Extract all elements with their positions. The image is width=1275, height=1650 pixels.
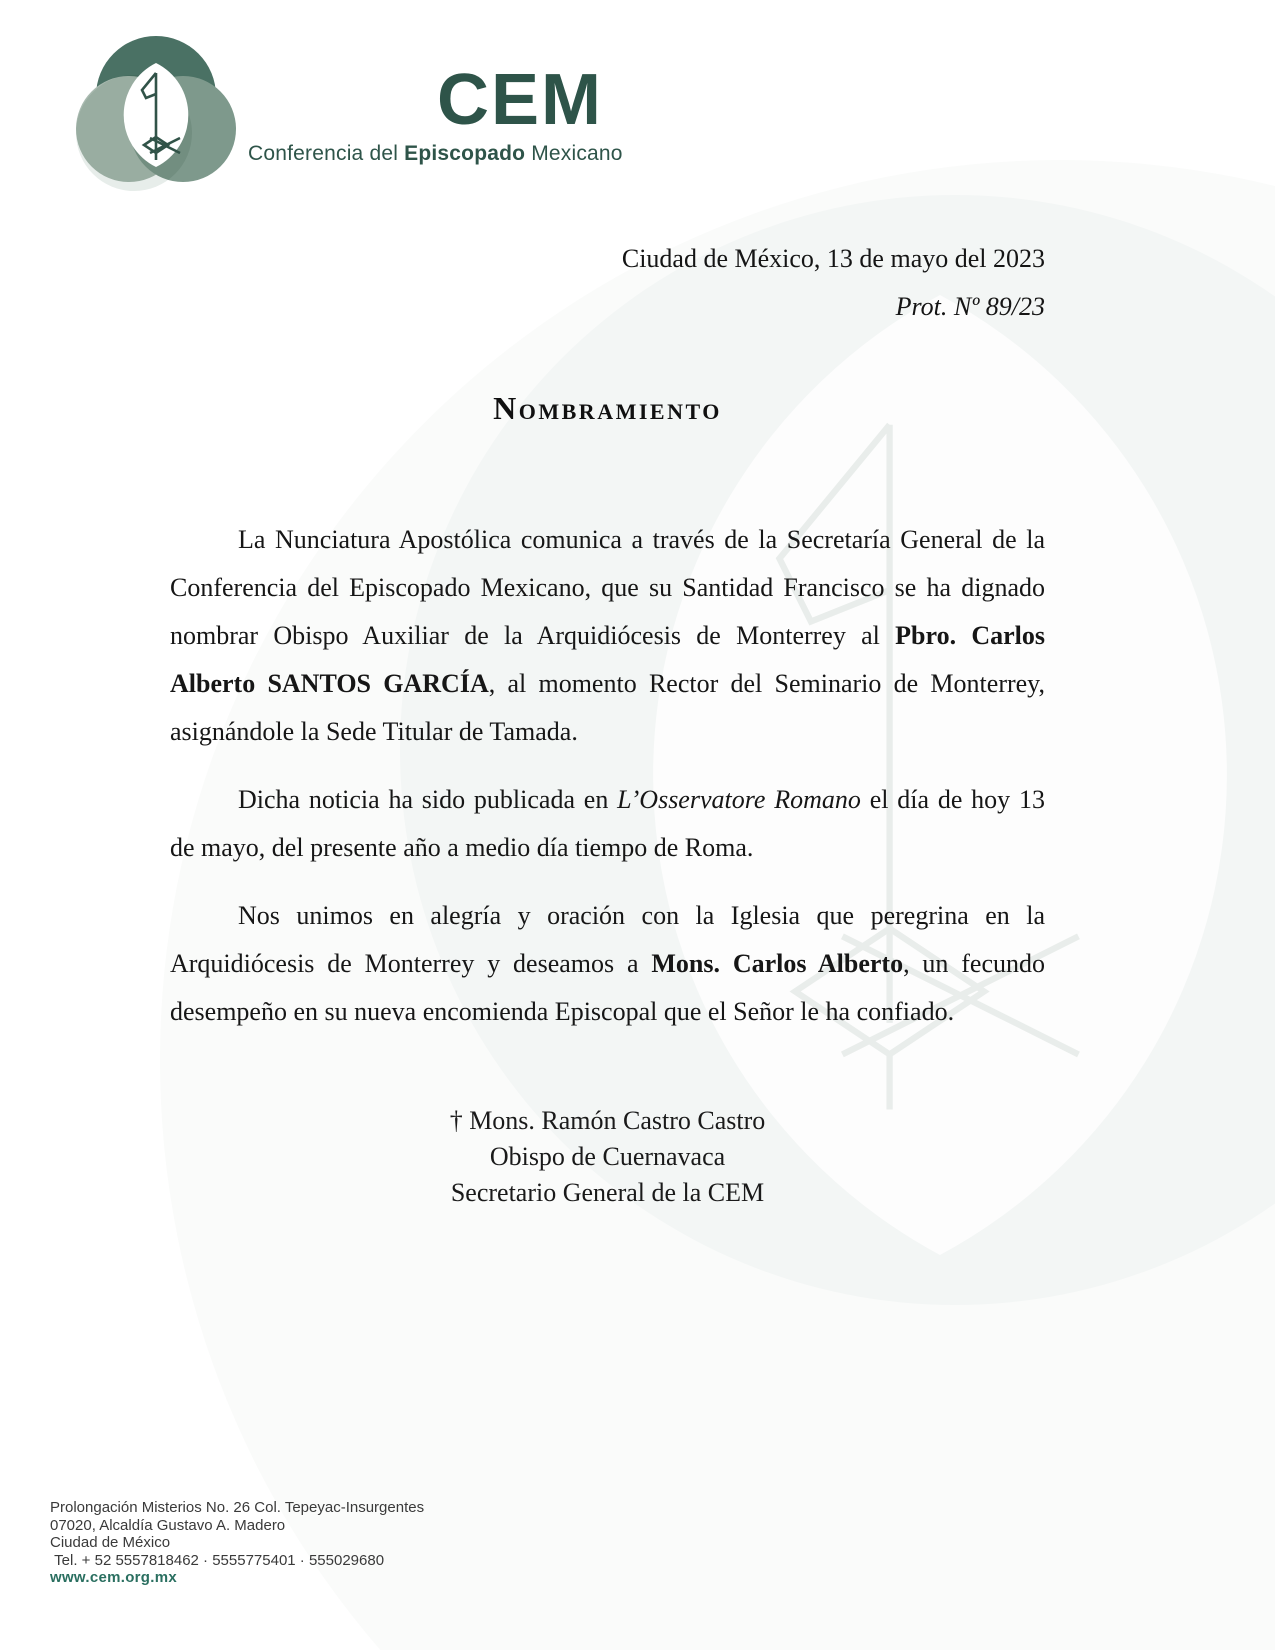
letter-paragraph-1: La Nunciatura Apostólica comunica a través de la Secretaría General de la Conferencia del Episcopado Mexicano, que su Santidad Francisco se ha dignado nombrar Obispo Auxiliar de la Arquidiócesis de Monterrey al Pbro. Carlos Alberto SANTOS GARCÍA, al momento Rector del Seminario de Monterrey, asignándole la Sede Titular de Tamada.	[170, 525, 1045, 746]
brand-tagline: Conferencia del Episcopado Mexicano	[248, 142, 623, 165]
footer	[50, 1499, 424, 1587]
document-title: Nombramiento	[493, 390, 722, 426]
cem-logo-icon	[76, 33, 236, 193]
signature-name: † Mons. Ramón Castro Castro	[449, 1106, 766, 1135]
footer-website-link[interactable]: www.cem.org.mx	[50, 1569, 178, 1586]
letter-paragraph-2: Dicha noticia ha sido publicada en L’Osservatore Romano el día de hoy 13 de mayo, del presente año a medio día tiempo de Roma.	[170, 785, 1045, 862]
signature-block	[170, 1103, 1045, 1211]
footer-address-line-2: 07020, Alcaldía Gustavo A. Madero	[50, 1516, 286, 1534]
letter-paragraph-3: Nos unimos en alegría y oración con la Iglesia que peregrina en la Arquidiócesis de Monterrey y deseamos a Mons. Carlos Alberto, un fecundo desempeño en su nueva encomienda Episcopal que el Señor le ha confiado.	[170, 901, 1045, 1026]
signature-role-2: Secretario General de la CEM	[450, 1178, 765, 1207]
footer-address-line-3: Ciudad de México	[50, 1534, 171, 1551]
letter-body	[170, 516, 1045, 1056]
protocol-number: Prot. Nº 89/23	[895, 292, 1045, 321]
footer-address-line-1: Prolongación Misterios No. 26 Col. Tepeyac-Insurgentes	[50, 1499, 425, 1516]
dateline: Ciudad de México, 13 de mayo del 2023	[621, 244, 1045, 273]
brand-acronym: CEM	[437, 60, 603, 140]
signature-role-1: Obispo de Cuernavaca	[489, 1142, 726, 1171]
footer-phone-line: Tel. + 52 5557818462 · 5555775401 · 555029680	[50, 1551, 385, 1569]
